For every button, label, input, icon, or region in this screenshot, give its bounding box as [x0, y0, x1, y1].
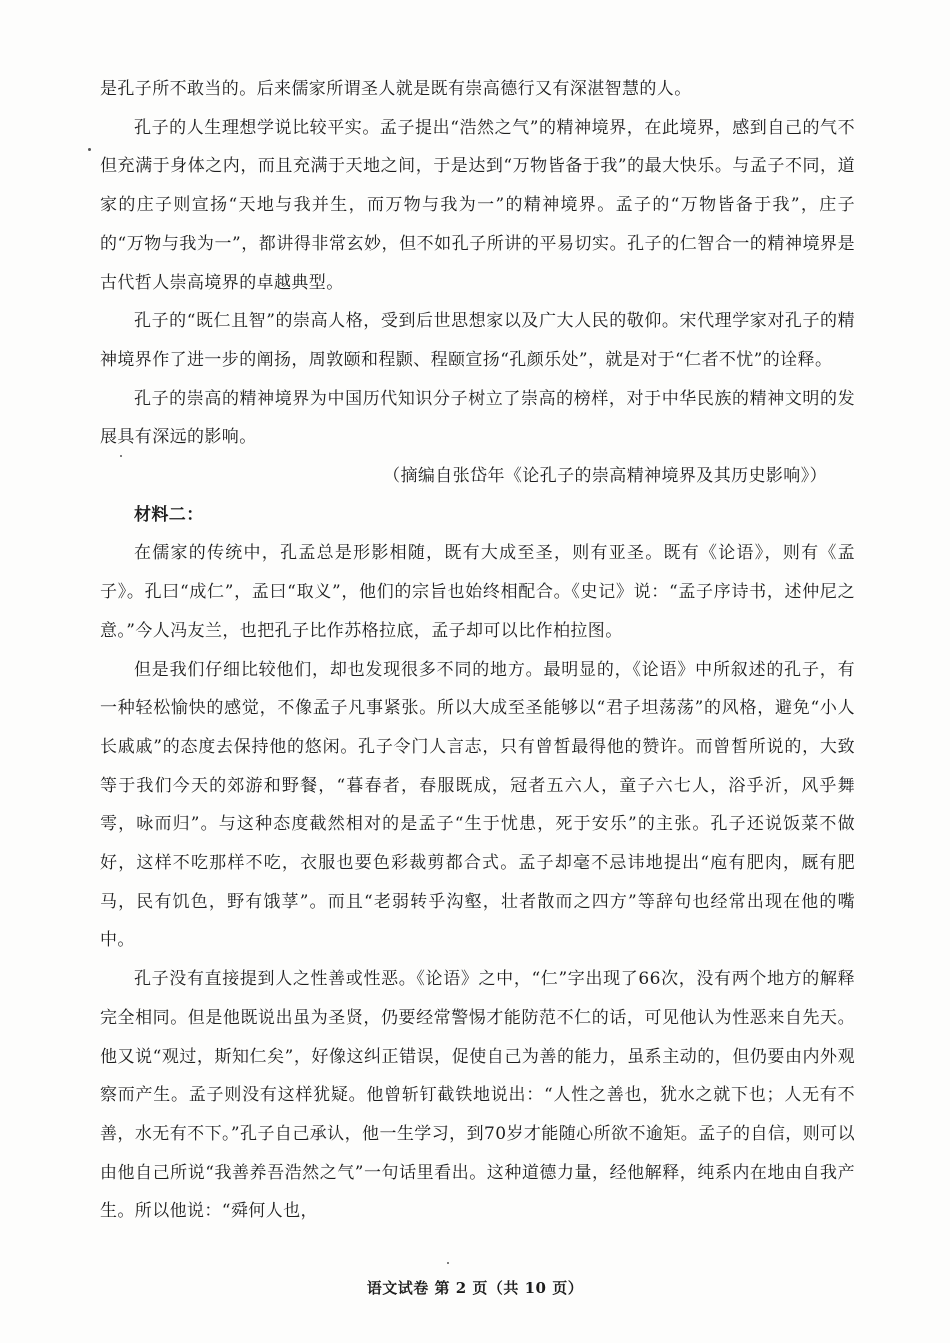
- body-text: [100, 70, 855, 1231]
- material-heading: 材料二：: [134, 504, 204, 525]
- paragraph: 孔子没有直接提到人之性善或性恶。《论语》之中，“仁”字出现了66次，没有两个地方的解释完全相同。但是他既说出虽为圣贤，仍要经常警惕才能防范不仁的话，可见他认为性恶来自先天。他又说“观过，斯知仁矣”，好像这纠正错误，促使自己为善的能力，虽系主动的，但仍要由内外观察而产生。孟子则没有这样犹疑。他曾斩钉截铁地说出：“人性之善也，犹水之就下也；人无有不善，水无有不下。”孔子自己承认，他一生学习，到70岁才能随心所欲不逾矩。孟子的自信，则可以由他自己所说“我善养吾浩然之气”一句话里看出。这种道德力量，经他解释，纯系内在地由自我产生。所以他说：“舜何人也，: [100, 969, 855, 1222]
- paragraph: 孔子的人生理想学说比较平实。孟子提出“浩然之气”的精神境界，在此境界，感到自己的气不但充满于身体之内，而且充满于天地之间，于是达到“万物皆备于我”的最大快乐。与孟子不同，道家的庄子则宣扬“天地与我并生，而万物与我为一”的精神境界。孟子的“万物皆备于我”，庄子的“万物与我为一”，都讲得非常玄妙，但不如孔子所讲的平易切实。孔子的仁智合一的精神境界是古代哲人崇高境界的卓越典型。: [100, 117, 855, 293]
- scan-speck: [447, 1262, 449, 1264]
- paragraph-continuation: 是孔子所不敢当的。后来儒家所谓圣人就是既有崇高德行又有深湛智慧的人。: [100, 79, 692, 99]
- scan-speck: [120, 455, 122, 457]
- scan-speck: [88, 148, 91, 151]
- source-citation: （摘编自张岱年《论孔子的崇高精神境界及其历史影响》）: [383, 466, 827, 487]
- page-footer: 语文试卷 第 2 页（共 10 页）: [366, 1279, 584, 1297]
- paragraph: 但是我们仔细比较他们，却也发现很多不同的地方。最明显的，《论语》中所叙述的孔子，有一种轻松愉快的感觉，不像孟子凡事紧张。所以大成至圣能够以“君子坦荡荡”的风格，避免“小人长戚戚”的态度去保持他的悠闲。孔子令门人言志，只有曾皙最得他的赞许。而曾皙所说的，大致等于我们今天的郊游和野餐，“暮春者，春服既成，冠者五六人，童子六七人，浴乎沂，风乎舞雩，咏而归”。与这种态度截然相对的是孟子“生于忧患，死于安乐”的主张。孔子还说饭菜不做好，这样不吃那样不吃，衣服也要色彩裁剪都合式。孟子却毫不忌讳地提出“庖有肥肉，厩有肥马，民有饥色，野有饿莩”。而且“老弱转乎沟壑，壮者散而之四方”等辞句也经常出现在他的嘴中。: [100, 659, 855, 951]
- paragraph: 孔子的崇高的精神境界为中国历代知识分子树立了崇高的榜样，对于中华民族的精神文明的发展具有深远的影响。: [100, 388, 855, 448]
- paragraph: 在儒家的传统中，孔孟总是形影相随，既有大成至圣，则有亚圣。既有《论语》，则有《孟子》。孔曰“成仁”，孟曰“取义”，他们的宗旨也始终相配合。《史记》说：“孟子序诗书，述仲尼之意。”今人冯友兰，也把孔子比作苏格拉底，孟子却可以比作柏拉图。: [100, 543, 855, 641]
- paragraph: 孔子的“既仁且智”的崇高人格，受到后世思想家以及广大人民的敬仰。宋代理学家对孔子的精神境界作了进一步的阐扬，周敦颐和程颢、程颐宣扬“孔颜乐处”，就是对于“仁者不忧”的诠释。: [100, 311, 855, 370]
